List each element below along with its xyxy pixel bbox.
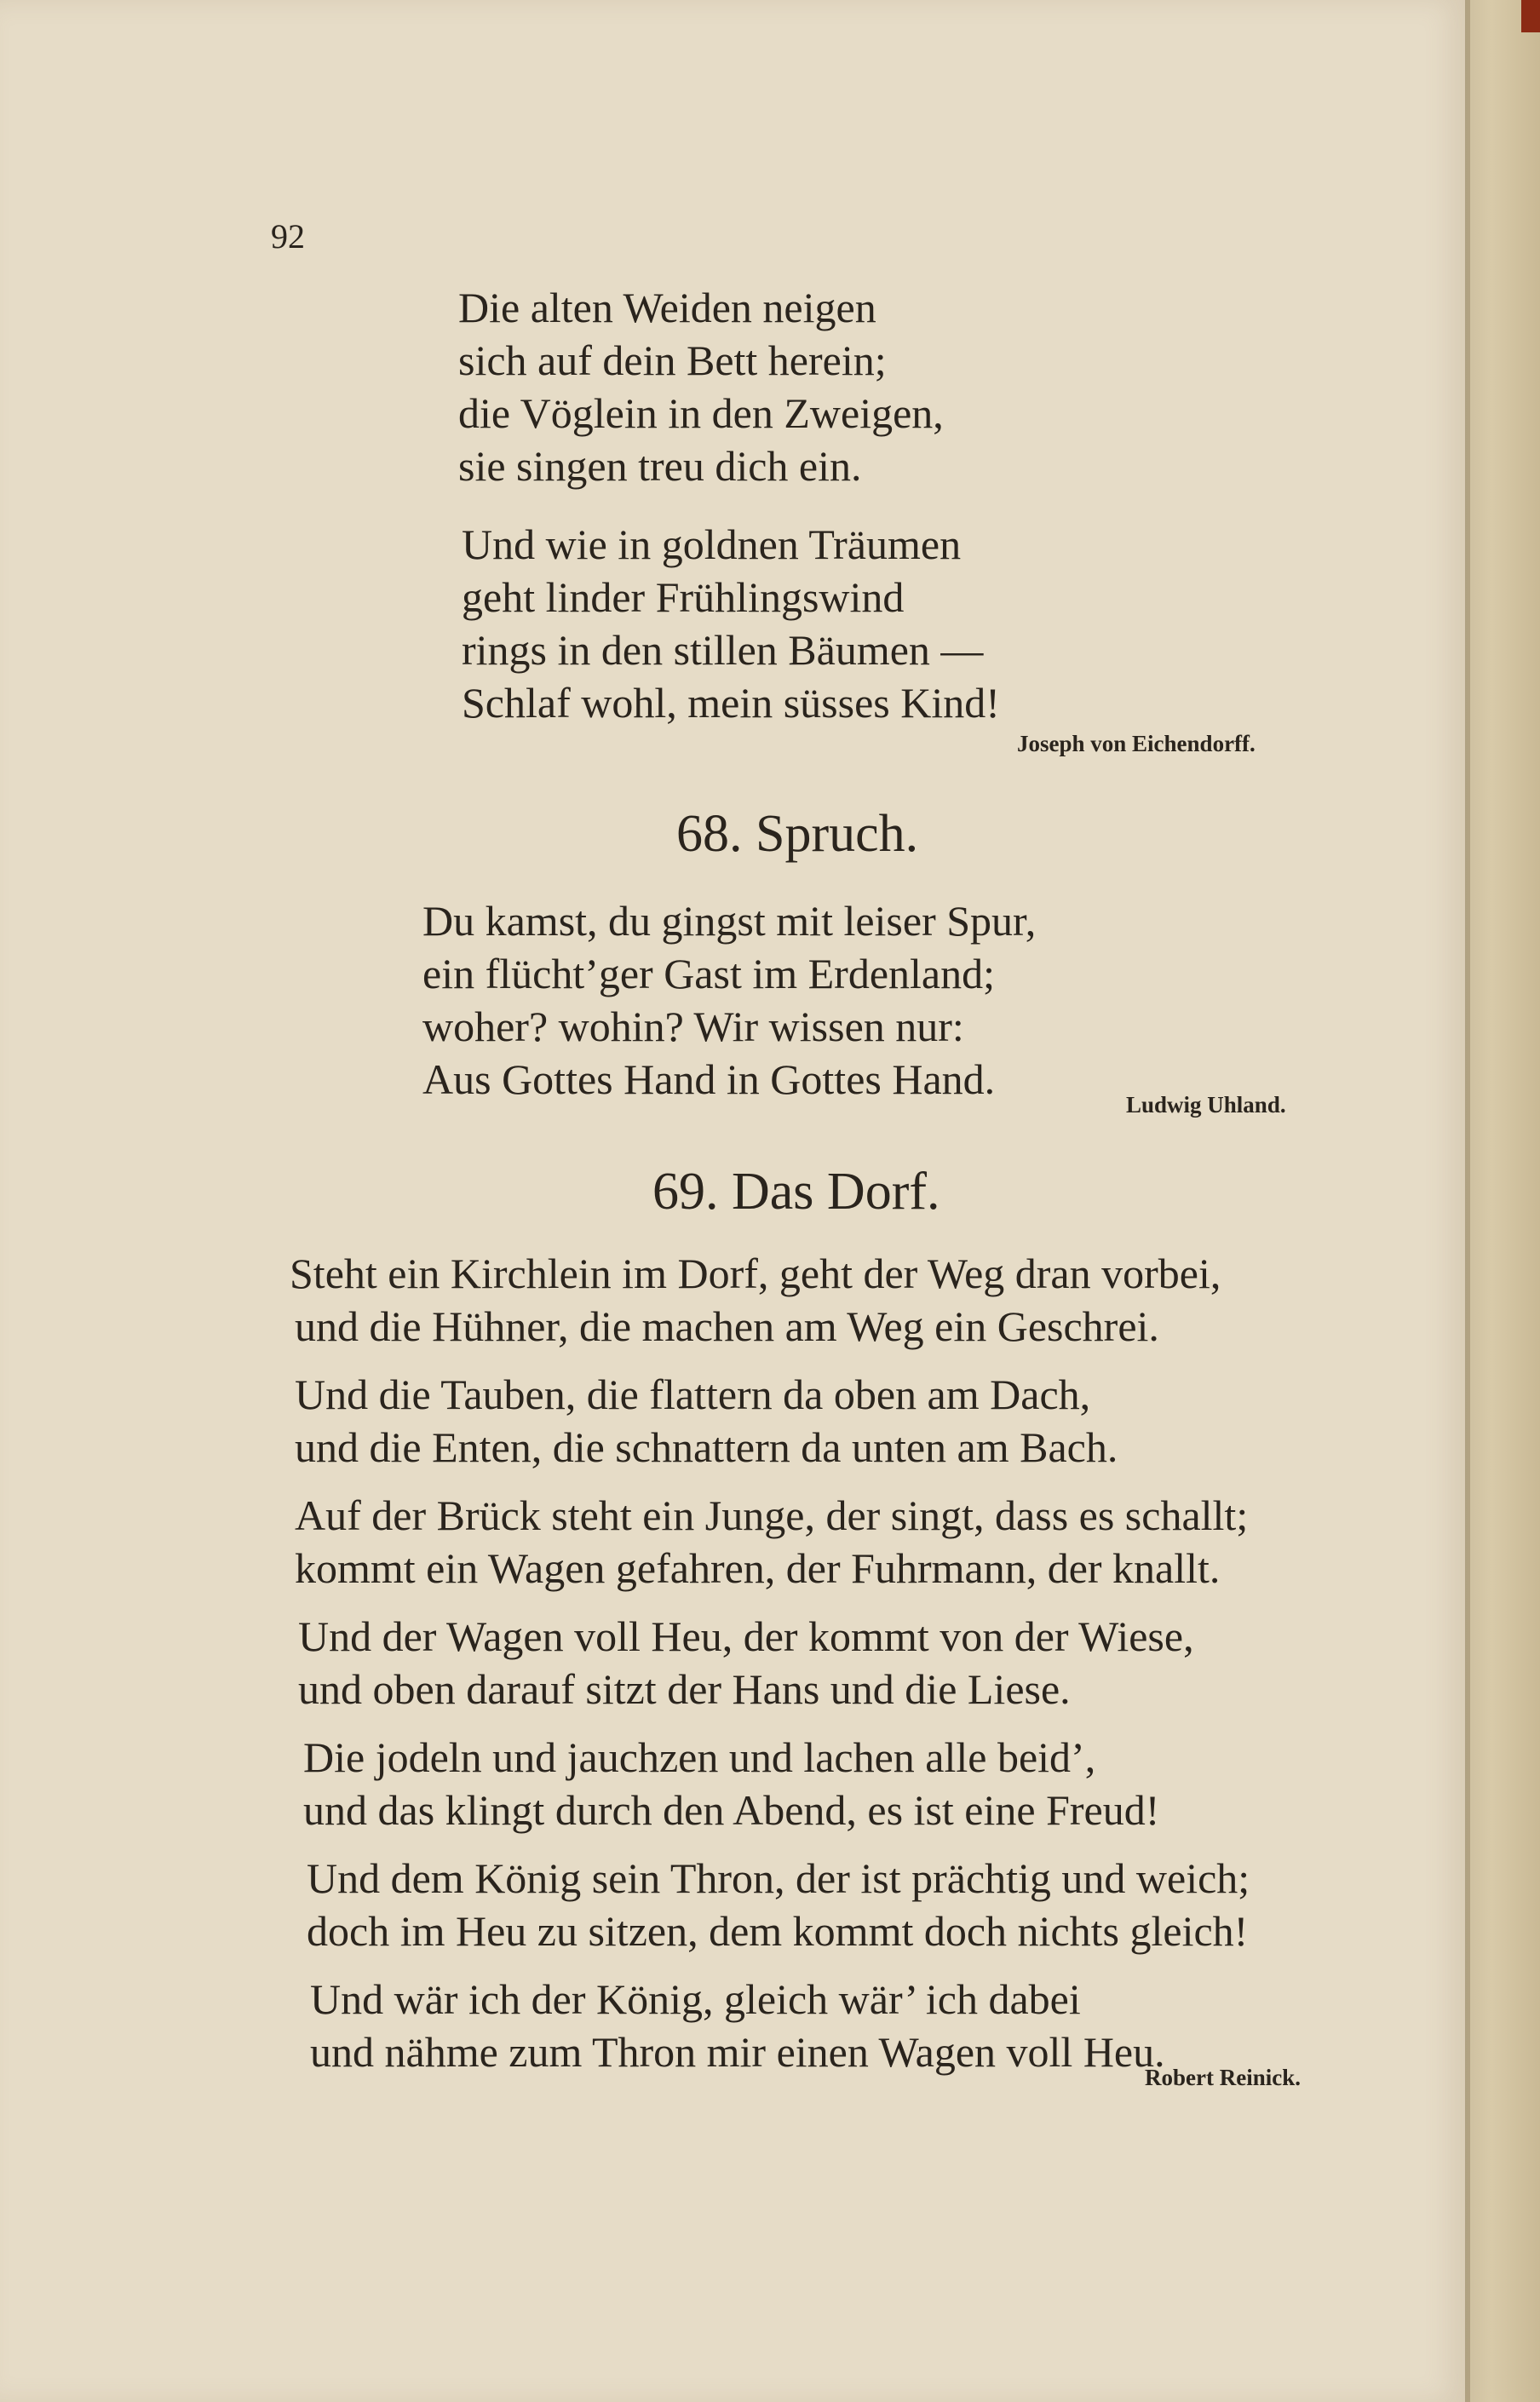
poem-line: die Vöglein in den Zweigen, <box>458 389 944 437</box>
poem-line: und die Enten, die schnattern da unten am Bach. <box>295 1423 1118 1471</box>
author-credit: Robert Reinick. <box>1145 2065 1301 2090</box>
poem-line: ein flücht’ger Gast im Erdenland; <box>422 950 995 997</box>
poem-line: Und dem König sein Thron, der ist prächtig und weich; <box>307 1854 1250 1902</box>
poem-line: und nähme zum Thron mir einen Wagen voll Heu. <box>310 2028 1165 2076</box>
poem-line: woher? wohin? Wir wissen nur: <box>422 1003 964 1050</box>
poem-title: 68. Spruch. <box>676 805 919 863</box>
corner-bookmark-icon <box>1521 0 1540 32</box>
poem-line: Und wie in goldnen Träumen <box>462 520 962 568</box>
poem-line: und oben darauf sitzt der Hans und die Liese. <box>298 1665 1071 1713</box>
author-credit: Ludwig Uhland. <box>1126 1092 1286 1118</box>
poem-line: kommt ein Wagen gefahren, der Fuhrmann, der knallt. <box>295 1544 1221 1592</box>
poem-line: Und wär ich der König, gleich wär’ ich dabei <box>310 1975 1081 2023</box>
poem-title: 69. Das Dorf. <box>652 1163 940 1221</box>
poem-line: sich auf dein Bett herein; <box>458 336 887 384</box>
poem-line: Steht ein Kirchlein im Dorf, geht der Weg dran vorbei, <box>290 1250 1221 1297</box>
poem-line: und die Hühner, die machen am Weg ein Geschrei. <box>295 1302 1159 1350</box>
poem-line: rings in den stillen Bäumen — <box>462 626 984 674</box>
poem-line: Du kamst, du gingst mit leiser Spur, <box>422 897 1037 945</box>
poem-line: geht linder Frühlingswind <box>462 573 905 621</box>
poem-line: Die alten Weiden neigen <box>458 284 876 331</box>
poem-line: sie singen treu dich ein. <box>458 442 862 490</box>
poem-line: Und die Tauben, die flattern da oben am Dach, <box>295 1371 1091 1418</box>
poem-line: Und der Wagen voll Heu, der kommt von der Wiese, <box>298 1612 1194 1660</box>
poem-line: Schlaf wohl, mein süsses Kind! <box>462 679 1000 727</box>
poem-line: Auf der Brück steht ein Junge, der singt, dass es schallt; <box>295 1491 1249 1539</box>
poem-line: Aus Gottes Hand in Gottes Hand. <box>422 1055 996 1103</box>
author-credit: Joseph von Eichendorff. <box>1017 731 1256 756</box>
poem-line: und das klingt durch den Abend, es ist eine Freud! <box>303 1786 1160 1834</box>
page-edge <box>1465 0 1540 2402</box>
page-number: 92 <box>271 217 305 256</box>
poem-line: doch im Heu zu sitzen, dem kommt doch nichts gleich! <box>307 1907 1249 1955</box>
poem-line: Die jodeln und jauchzen und lachen alle beid’, <box>303 1733 1096 1781</box>
